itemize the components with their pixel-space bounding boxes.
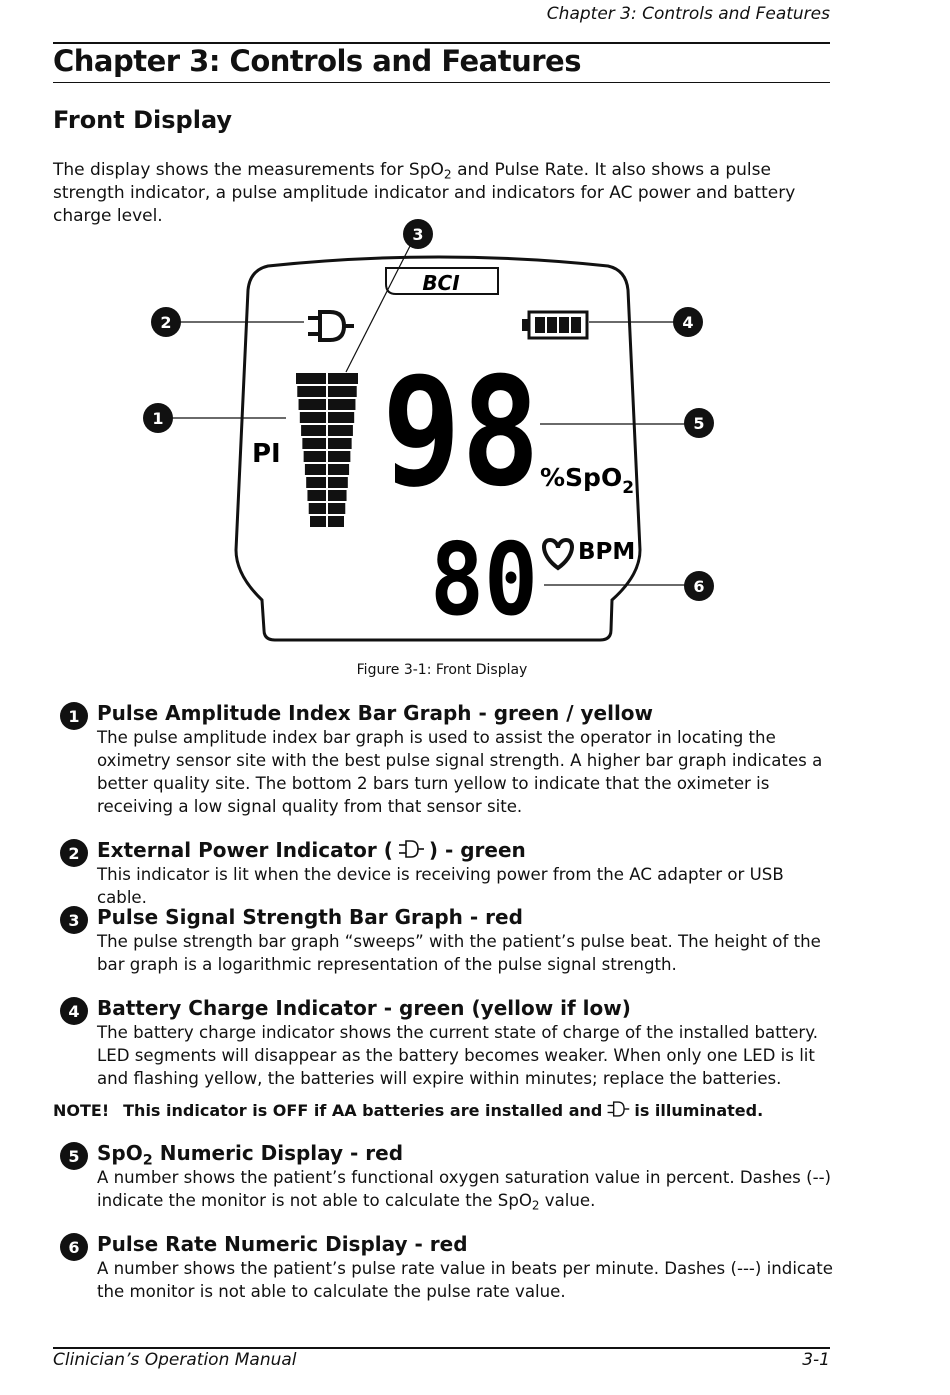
item-number-badge: 5 — [60, 1142, 88, 1170]
pulse-rate-value: 80 — [430, 521, 538, 638]
callout-6 — [684, 571, 714, 601]
chapter-title: Chapter 3: Controls and Features — [53, 44, 581, 78]
pulse-bar-segment — [328, 425, 353, 436]
footer-manual-title: Clinician’s Operation Manual — [53, 1350, 297, 1370]
bpm-unit: BPM — [578, 539, 636, 565]
section-title: Front Display — [53, 106, 233, 134]
item-number-badge: 1 — [60, 702, 88, 730]
title-rule — [53, 82, 830, 83]
item-number-badge: 6 — [60, 1233, 88, 1261]
item-title: Pulse Signal Strength Bar Graph - red — [97, 905, 523, 929]
svg-text:2: 2 — [160, 313, 172, 332]
running-head: Chapter 3: Controls and Features — [546, 4, 830, 24]
pulse-bar-segment — [328, 464, 349, 475]
pulse-bar-segment — [305, 464, 326, 475]
plug-icon — [605, 1099, 631, 1119]
item-body: A number shows the patient’s functional oxygen saturation value in percent. Dashes (--) indicate the monitor is not able to calculate the SpO$_2$ value. — [97, 1168, 832, 1213]
item-pulse-amplitude — [60, 700, 840, 818]
callout-2 — [151, 307, 181, 337]
spo2-value: 98 — [382, 346, 540, 520]
item-body: The pulse amplitude index bar graph is used to assist the operator in locating the oximetry sensor site with the best pulse signal strength. A higher bar graph indicates a better quality site. The bottom 2 bars turn yellow to indicate that the oximeter is receiving a low signal quality from that sensor site. — [97, 728, 823, 816]
pulse-bar-segment — [328, 438, 352, 449]
item-body: The battery charge indicator shows the current state of charge of the installed battery. LED segments will disappear as the battery becomes weaker. When only one LED is lit and flashing yellow, the batteries will expire within minutes; replace the batteries. — [97, 1023, 818, 1088]
pulse-bar-segment — [296, 373, 326, 384]
item-title: External Power Indicator ( ) - green — [97, 838, 526, 862]
item-number-badge: 2 — [60, 839, 88, 867]
pulse-bar-segment — [299, 399, 326, 410]
pulse-bar-segment — [328, 490, 347, 501]
item-body: A number shows the patient’s pulse rate value in beats per minute. Dashes (---) indicate the monitor is not able to calculate the pulse rate value. — [97, 1259, 833, 1301]
pulse-bar-segment — [309, 503, 326, 514]
intro-paragraph: The display shows the measurements for SpO$_2$ and Pulse Rate. It also shows a pulse strength indicator, a pulse amplitude indicator and indicators for AC power and battery charge level. — [53, 160, 796, 226]
item-pulse-rate-numeric — [60, 1231, 840, 1303]
figure-caption: Figure 3-1: Front Display — [356, 662, 528, 678]
footer-rule — [53, 1347, 830, 1349]
pulse-bar-segment — [328, 516, 344, 527]
battery-icon — [522, 312, 587, 338]
callout-5 — [684, 408, 714, 438]
item-battery-charge — [60, 995, 840, 1090]
item-body: The pulse strength bar graph “sweeps” with the patient’s pulse beat. The height of the bar graph is a logarithmic representation of the pulse signal strength. — [97, 932, 821, 974]
svg-text:6: 6 — [693, 577, 705, 596]
pulse-bar-segment — [328, 373, 358, 384]
pulse-bar-segment — [328, 399, 355, 410]
pulse-bar-segment — [306, 477, 326, 488]
spo2-unit: %SpO$_2$ — [540, 463, 635, 498]
svg-text:5: 5 — [693, 414, 705, 433]
heart-icon — [544, 540, 572, 568]
item-title: Pulse Amplitude Index Bar Graph - green / yellow — [97, 701, 654, 725]
page-number: 3-1 — [802, 1350, 830, 1370]
note-lead: NOTE! — [53, 1101, 110, 1120]
pulse-bar-segment — [310, 516, 326, 527]
item-body: This indicator is lit when the device is receiving power from the AC adapter or USB cable. — [97, 865, 784, 907]
svg-text:3: 3 — [412, 225, 424, 244]
callout-4 — [673, 307, 703, 337]
plug-icon — [308, 312, 354, 340]
pulse-bar-segment — [307, 490, 326, 501]
item-external-power — [60, 837, 840, 909]
item-title: SpO$_2$ Numeric Display - red — [97, 1141, 404, 1169]
callout-3 — [403, 219, 433, 249]
pulse-bar-segment — [301, 425, 326, 436]
callout-1 — [143, 403, 173, 433]
item-number-badge: 3 — [60, 906, 88, 934]
pulse-bar-segment — [328, 451, 350, 462]
brand-logo: BCI — [422, 271, 460, 295]
pulse-bar-segment — [302, 438, 326, 449]
pulse-bar-segment — [300, 412, 326, 423]
front-display-figure — [0, 215, 884, 655]
note: NOTE! This indicator is OFF if AA batteries are installed and is illuminated. — [53, 1101, 764, 1120]
pi-label: PI — [252, 439, 281, 469]
pulse-bar-graph — [296, 373, 358, 527]
plug-icon — [396, 838, 426, 860]
svg-text:1: 1 — [152, 409, 164, 428]
pulse-bar-segment — [328, 503, 345, 514]
pulse-bar-segment — [297, 386, 326, 397]
item-title: Battery Charge Indicator - green (yellow if low) — [97, 996, 631, 1020]
pulse-bar-segment — [328, 386, 357, 397]
pulse-bar-segment — [328, 412, 354, 423]
item-spo2-numeric — [60, 1140, 840, 1212]
pulse-bar-segment — [328, 477, 348, 488]
item-title: Pulse Rate Numeric Display - red — [97, 1232, 468, 1256]
item-number-badge: 4 — [60, 997, 88, 1025]
svg-text:4: 4 — [682, 313, 694, 332]
item-pulse-signal-strength — [60, 904, 840, 976]
pulse-bar-segment — [304, 451, 326, 462]
